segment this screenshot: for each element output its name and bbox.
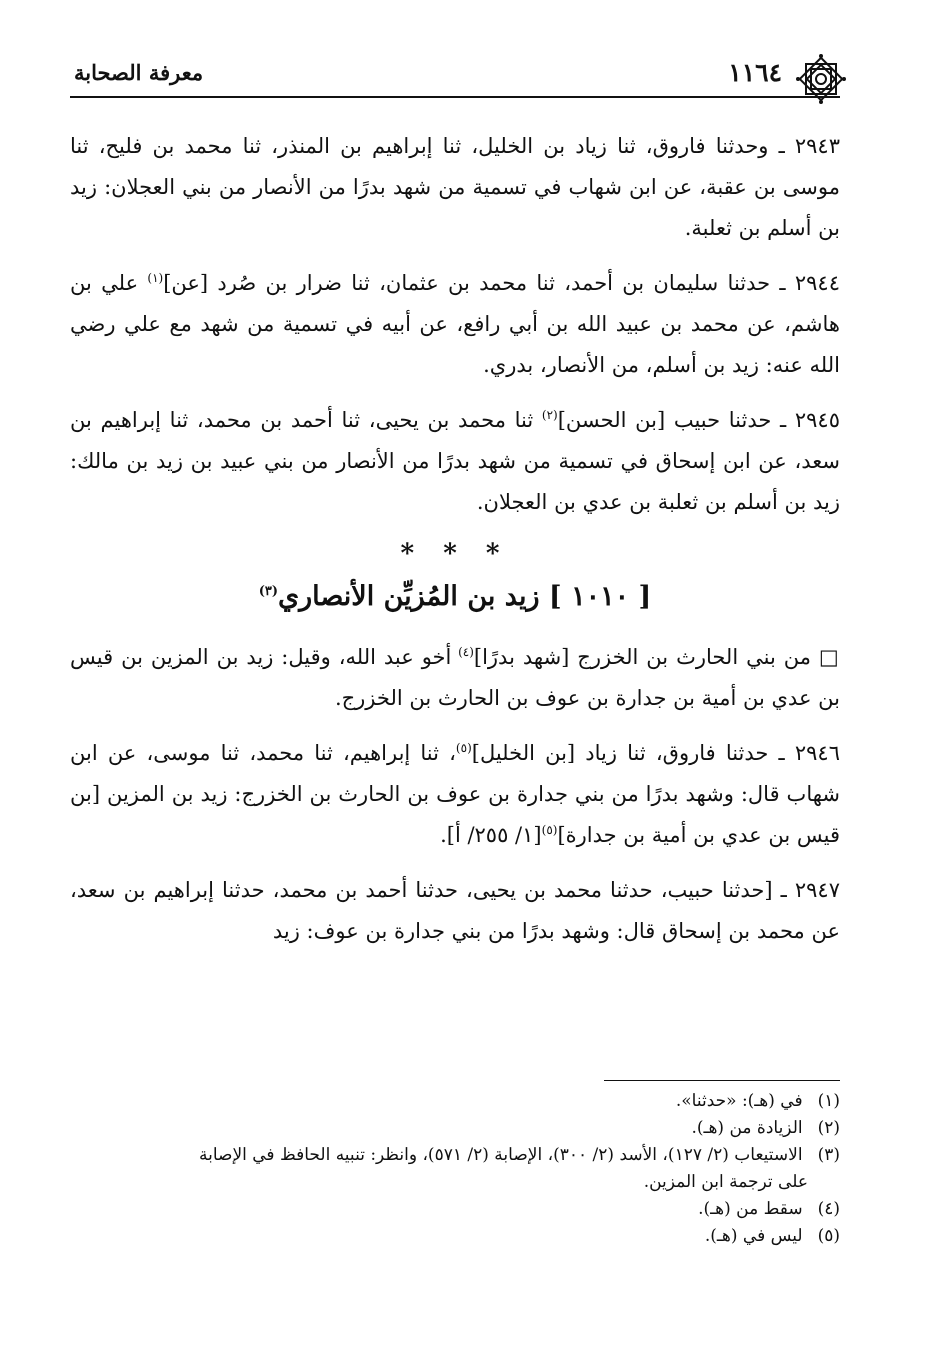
page-header: [70, 52, 840, 96]
footnote-4: (٤) سقط من (هـ).: [698, 1199, 840, 1219]
header-divider: [70, 96, 840, 98]
footnote-ref: (٢): [541, 408, 558, 422]
footnote-5: (٥) ليس في (هـ).: [704, 1226, 840, 1246]
page-number: ١١٦٤: [728, 58, 782, 87]
biography-intro: □ من بني الحارث بن الخزرج [شهد بدرًا]$^{(٤)}$ أخو عبد الله، وقيل: زيد بن المزين بن قيس بن عدي بن أمية بن جدارة بن عوف بن الحارث بن الخزرج.: [70, 645, 840, 710]
hadith-2947: ٢٩٤٧ ـ [حدثنا حبيب، حدثنا محمد بن يحيى، حدثنا أحمد بن محمد، حدثنا إبراهيم بن سعد، عن محمد بن إسحاق قال: وشهد بدرًا من بني جدارة بن عوف: زيد: [70, 878, 840, 943]
footnote-3: (٣) الاستيعاب (٢/ ١٢٧)، الأسد (٢/ ٣٠٠)، الإصابة (٢/ ٥٧١)، وانظر: تنبيه الحافظ في الإصابة: [198, 1145, 840, 1165]
footnote-3-continued: على ترجمة ابن المزين.: [643, 1172, 808, 1192]
footnote-divider: [604, 1080, 840, 1081]
section-heading: [ ١٠١٠ ] زيد بن المُزيِّن الأنصاري$^{(٣)}$: [258, 581, 652, 612]
hadith-2945: ٢٩٤٥ ـ حدثنا حبيب [بن الحسن]$^{(٢)}$ ثنا محمد بن يحيى، ثنا أحمد بن محمد، ثنا إبراهيم بن سعد، عن ابن إسحاق في تسمية من شهد بدرًا من الأنصار من بني عبيد بن زيد بن مالك: زيد بن أسلم بن ثعلبة بن عدي بن العجلان.: [70, 408, 840, 514]
hadith-2944: ٢٩٤٤ ـ حدثنا سليمان بن أحمد، ثنا محمد بن عثمان، ثنا ضرار بن صُرد [عن]$^{(١)}$ علي بن هاشم، عن محمد بن عبيد الله بن أبي رافع، عن أبيه في تسمية من شهد مع علي رضي الله عنه: زيد بن أسلم، من الأنصار، بدري.: [70, 271, 840, 377]
running-title: معرفة الصحابة: [74, 60, 204, 85]
footnote-ref: (٥): [455, 741, 472, 755]
hadith-2943: ٢٩٤٣ ـ وحدثنا فاروق، ثنا زياد بن الخليل، ثنا إبراهيم بن المنذر، ثنا محمد بن فليح، ثنا موسى بن عقبة، عن ابن شهاب في تسمية من شهد بدرًا من الأنصار من بني العجلان: زيد بن أسلم بن ثعلبة.: [70, 134, 840, 240]
footnote-ref: (٣): [258, 584, 278, 599]
footnote-1: (١) في (هـ): «حدثنا».: [675, 1091, 840, 1111]
section-separator: * * *: [400, 539, 510, 569]
footnote-ref: (١): [147, 271, 164, 285]
footnote-ref: (٥): [541, 823, 558, 837]
footnote-2: (٢) الزيادة من (هـ).: [691, 1118, 840, 1138]
hadith-2946: ٢٩٤٦ ـ حدثنا فاروق، ثنا زياد [بن الخليل]$^{(٥)}$، ثنا إبراهيم، ثنا محمد، ثنا موسى، عن ابن شهاب قال: وشهد بدرًا من بني جدارة بن عوف بن الحارث بن الخزرج: زيد بن المزين [بن قيس بن عدي بن أمية بن جدارة]$^{(٥)}$[١/ ٢٥٥/ أ].: [70, 741, 840, 847]
footnotes: [70, 1088, 840, 1250]
main-text: [70, 126, 840, 966]
page: [70, 0, 840, 1351]
footnote-ref: (٤): [458, 645, 474, 659]
